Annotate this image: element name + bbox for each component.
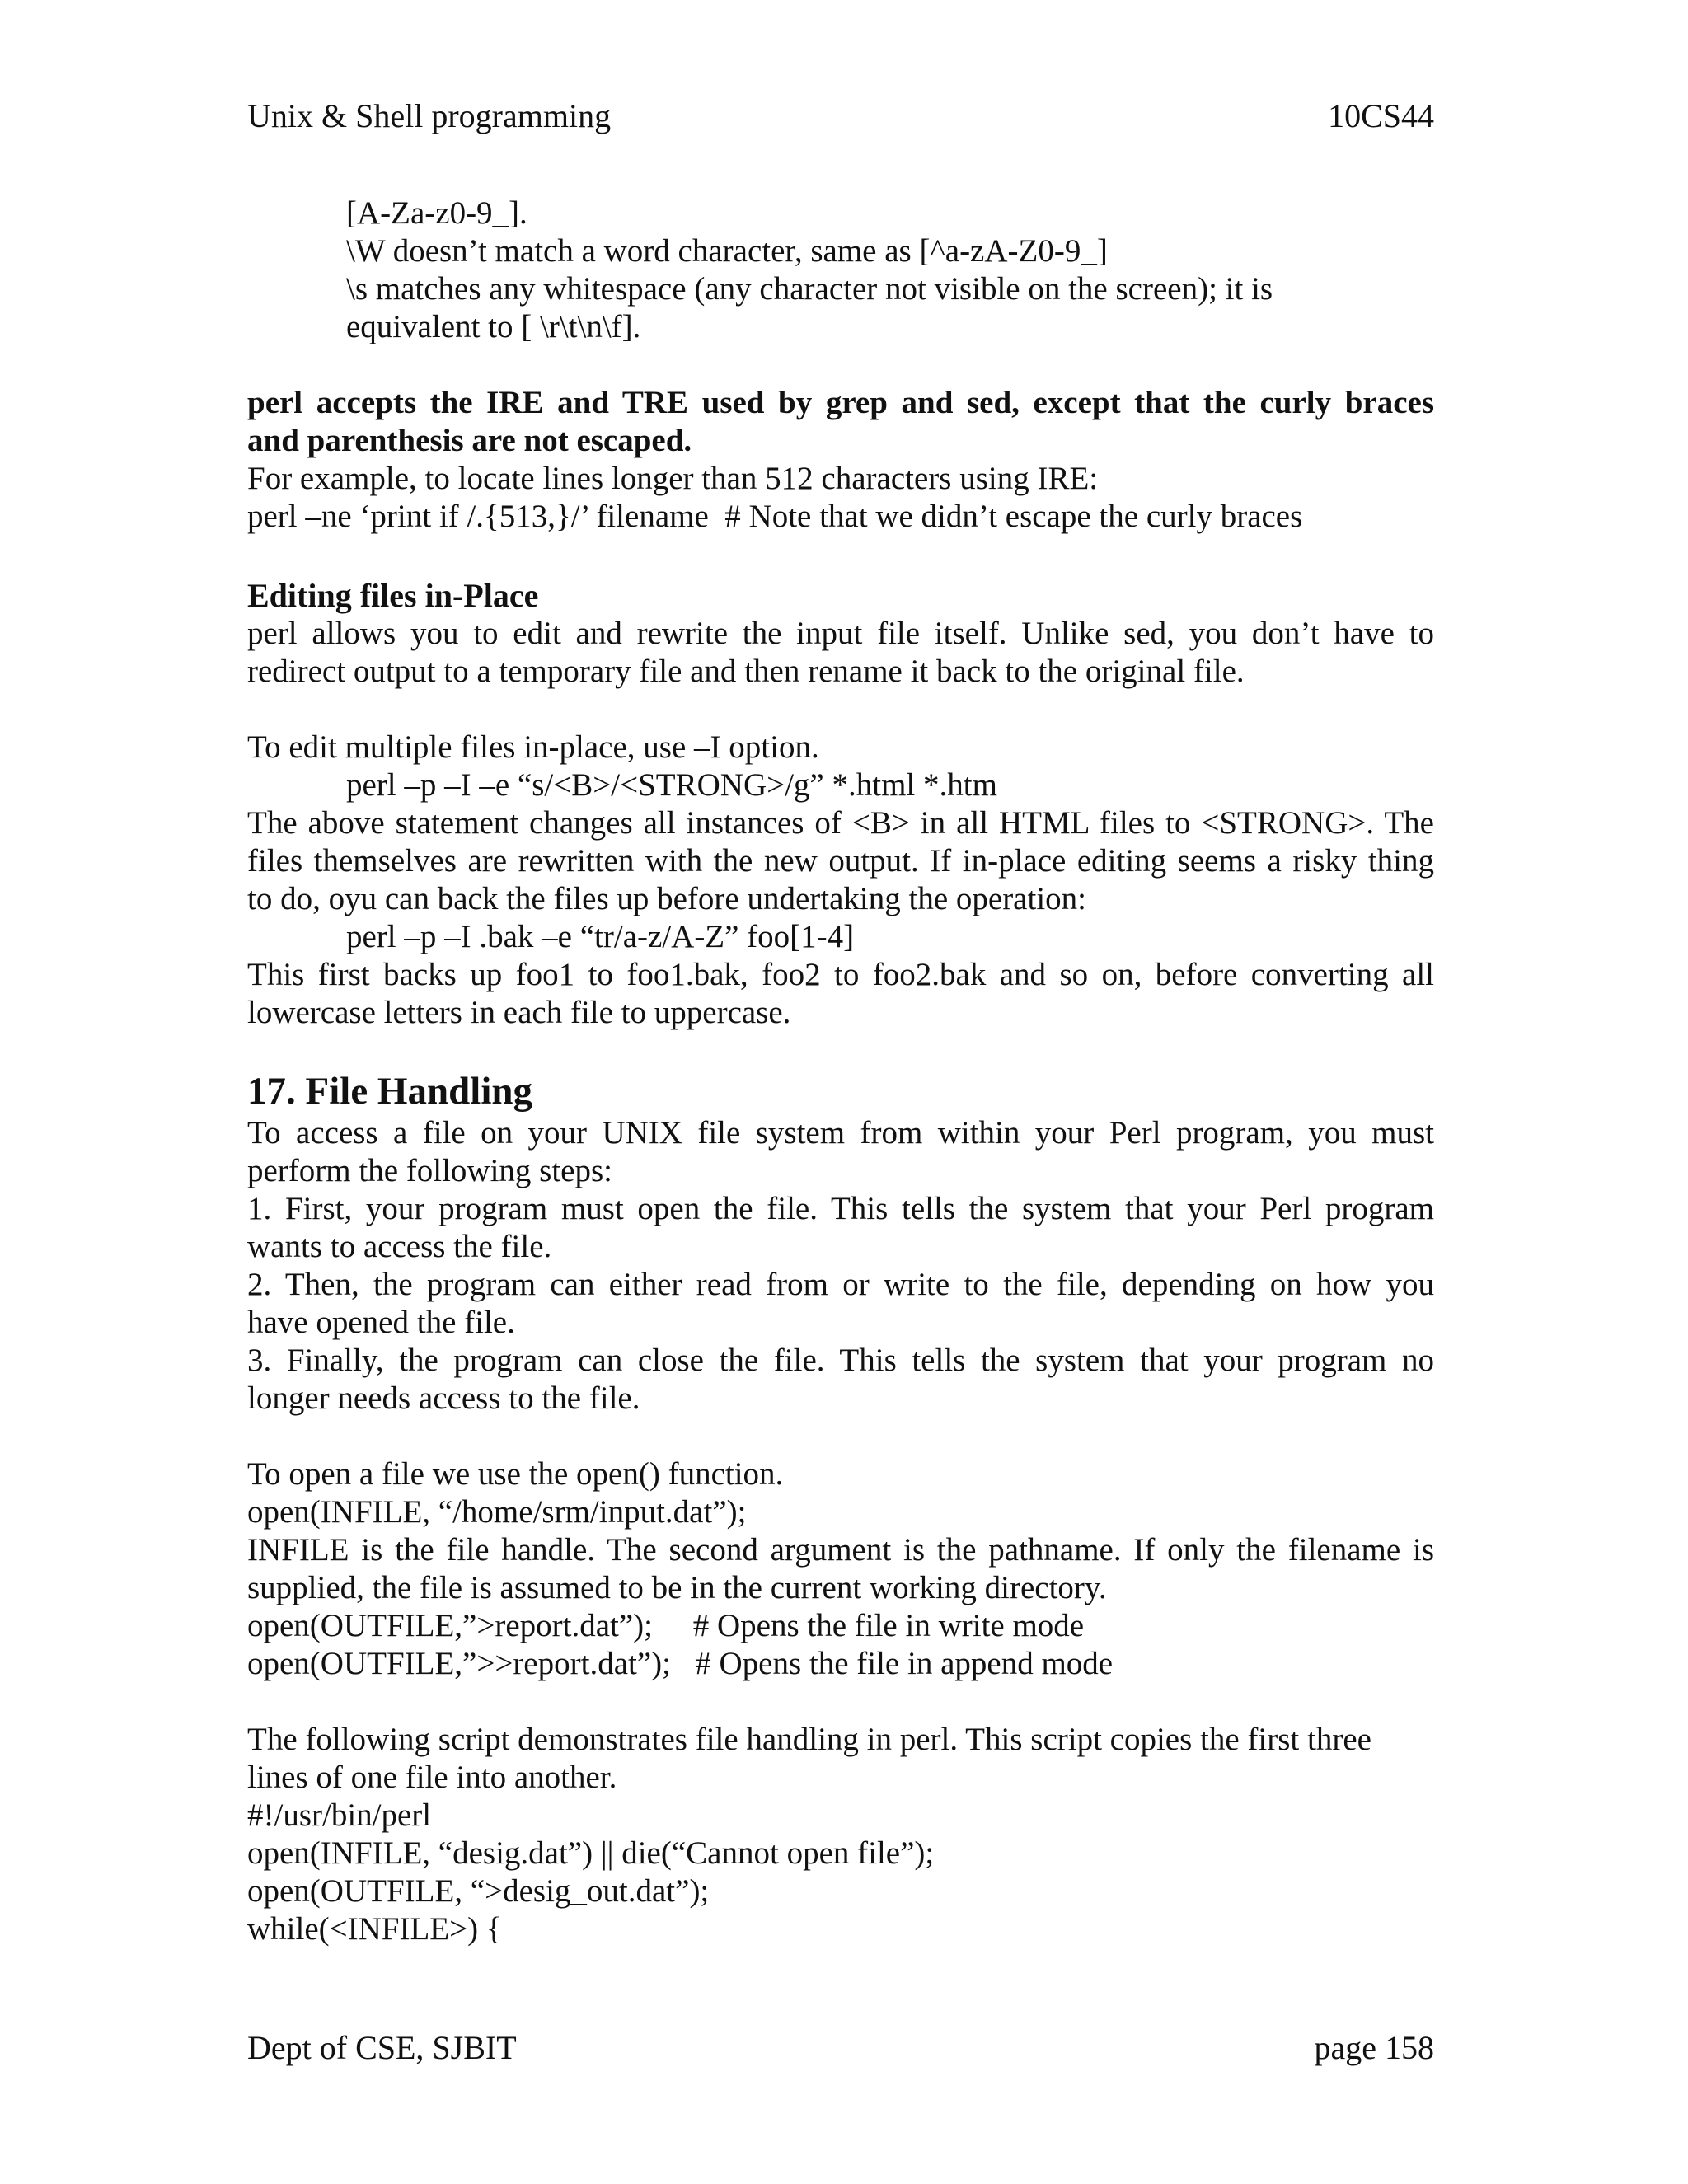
paragraph-line: To open a file we use the open() function. [247, 1456, 784, 1492]
paragraph-line: The following script demonstrates file handling in perl. This script copies the first three [247, 1722, 1372, 1757]
ire-example-text: For example, to locate lines longer than 512 characters using IRE: [247, 461, 1099, 496]
paragraph-line: lowercase letters in each file to uppercase. [247, 995, 791, 1030]
code-line: perl –p –I –e “s/<B>/<STRONG>/g” *.html *.htm [346, 767, 997, 803]
code-line: #!/usr/bin/perl [247, 1797, 432, 1833]
ire-bold-note: perl accepts the IRE and TRE used by grep and sed, except that the curly braces [247, 385, 1434, 420]
ire-example-code: perl –ne ‘print if /.{513,}/’ filename # Note that we didn’t escape the curly braces [247, 499, 1303, 534]
paragraph-line: To edit multiple files in-place, use –I option. [247, 729, 819, 765]
step-line: longer needs access to the file. [247, 1380, 640, 1416]
regex-line: \s matches any whitespace (any character not visible on the screen); it is [346, 271, 1273, 307]
code-line: while(<INFILE>) { [247, 1911, 502, 1947]
header-course-title: Unix & Shell programming [247, 97, 612, 134]
footer-department: Dept of CSE, SJBIT [247, 2029, 517, 2066]
spacer [247, 1032, 1434, 1065]
paragraph-line: perform the following steps: [247, 1153, 612, 1188]
section-heading-file-handling: 17. File Handling [247, 1070, 533, 1113]
paragraph-line: lines of one file into another. [247, 1760, 617, 1795]
ire-bold-note: and parenthesis are not escaped. [247, 423, 692, 458]
step-line: wants to access the file. [247, 1229, 552, 1264]
spacer [247, 691, 1434, 729]
paragraph-line: supplied, the file is assumed to be in the current working directory. [247, 1570, 1107, 1605]
paragraph-line: perl allows you to edit and rewrite the input file itself. Unlike sed, you don’t have to [247, 616, 1434, 651]
page-content [247, 194, 1434, 1948]
step-line: have opened the file. [247, 1305, 515, 1340]
footer-page-number: page 158 [1314, 2029, 1434, 2066]
paragraph-line: redirect output to a temporary file and then rename it back to the original file. [247, 654, 1245, 689]
regex-line: [A-Za-z0-9_]. [346, 195, 528, 231]
paragraph-line: files themselves are rewritten with the new output. If in-place editing seems a risky thing [247, 843, 1434, 879]
code-line: open(INFILE, “desig.dat”) || die(“Cannot open file”); [247, 1835, 935, 1871]
code-line: open(OUTFILE, “>desig_out.dat”); [247, 1873, 710, 1909]
paragraph-line: To access a file on your UNIX file system from within your Perl program, you must [247, 1115, 1434, 1151]
paragraph-line: INFILE is the file handle. The second argument is the pathname. If only the filename is [247, 1532, 1434, 1568]
spacer [247, 1683, 1434, 1721]
spacer [247, 346, 1434, 384]
spacer [247, 1418, 1434, 1455]
page-header [247, 97, 1434, 135]
code-line: open(OUTFILE,”>report.dat”); # Opens the file in write mode [247, 1608, 1085, 1643]
paragraph-line: This first backs up foo1 to foo1.bak, foo2 to foo2.bak and so on, before converting all [247, 957, 1434, 992]
page-footer [247, 2029, 1434, 2067]
header-course-code: 10CS44 [1328, 97, 1434, 134]
spacer [247, 536, 1434, 574]
code-line: open(INFILE, “/home/srm/input.dat”); [247, 1494, 747, 1530]
step-line: 2. Then, the program can either read from or write to the file, depending on how you [247, 1267, 1434, 1302]
step-line: 3. Finally, the program can close the file. This tells the system that your program no [247, 1343, 1434, 1378]
regex-line: \W doesn’t match a word character, same as [^a-zA-Z0-9_] [346, 233, 1108, 269]
code-line: open(OUTFILE,”>>report.dat”); # Opens the file in append mode [247, 1646, 1114, 1681]
paragraph-line: The above statement changes all instances of <B> in all HTML files to <STRONG>. The [247, 805, 1434, 841]
paragraph-line: to do, oyu can back the files up before undertaking the operation: [247, 881, 1086, 916]
section-heading-editing: Editing files in-Place [247, 577, 539, 614]
step-line: 1. First, your program must open the file. This tells the system that your Perl program [247, 1191, 1434, 1226]
code-line: perl –p –I .bak –e “tr/a-z/A-Z” foo[1-4] [346, 919, 855, 954]
regex-line: equivalent to [ \r\t\n\f]. [346, 309, 641, 344]
